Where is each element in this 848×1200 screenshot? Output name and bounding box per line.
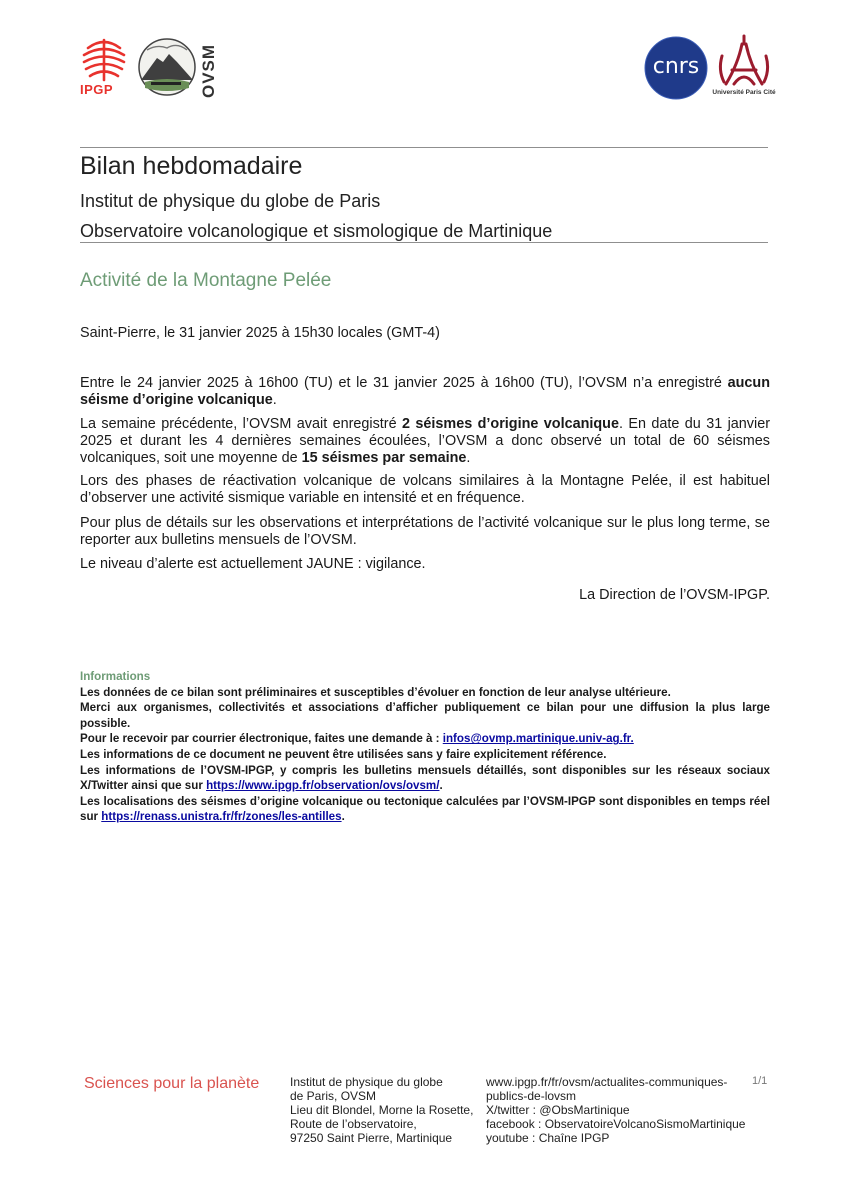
- volcano-emblem-icon: [137, 36, 197, 98]
- info-line-display: Merci aux organismes, collectivités et associations d’afficher publiquement ce bilan pour une diffusion la plus large possible.: [80, 701, 770, 730]
- website-link[interactable]: www.ipgp.fr/fr/ovsm/actualites-communiques-: [486, 1075, 728, 1089]
- upc-logo-text: Université Paris Cité: [712, 89, 776, 96]
- twitter-label: X/twitter :: [486, 1103, 540, 1117]
- cnrs-logo-text: cnrs: [652, 54, 700, 79]
- footer-address: [290, 1075, 473, 1145]
- info-social-text: Les informations de l’OVSM-IPGP, y compris les bulletins mensuels détaillés, sont disponibles sur les réseaux sociaux X/Twitter ainsi que sur: [80, 763, 770, 793]
- page-number: 1/1: [752, 1075, 768, 1087]
- info-email-text: Pour le recevoir par courrier électronique, faites une demande à :: [80, 732, 443, 746]
- section-title: Activité de la Montagne Pelée: [80, 270, 332, 291]
- informations-block: [80, 669, 770, 825]
- ipgp-logo-text: IPGP: [80, 82, 114, 97]
- info-line-email: [80, 731, 770, 747]
- document-title: Bilan hebdomadaire: [80, 152, 303, 180]
- p2-emphasis-d: 15 séismes par semaine: [301, 450, 467, 466]
- title-divider: [80, 242, 768, 243]
- paragraph-weekly-count: [80, 375, 770, 409]
- p2-text-a: La semaine précédente, l’OVSM avait enregistré: [80, 416, 402, 432]
- p2-text-c: . En date du 31 janvier 2025 et durant les 4 dernières semaines écoulées, l’OVSM a donc observé un total de 60 séismes volcaniques, soit une moyenne de: [80, 416, 770, 466]
- eiffel-tower-icon: [716, 34, 772, 88]
- informations-title: Informations: [80, 670, 151, 683]
- address-line: Institut de physique du globe: [290, 1075, 443, 1089]
- ipgp-logo: [78, 34, 130, 100]
- address-line: Lieu dit Blondel, Morne la Rosette,: [290, 1103, 474, 1117]
- ovsm-logo-text: OVSM: [199, 43, 218, 98]
- ovsm-logo-text-wrap: [197, 38, 217, 98]
- email-link[interactable]: infos@ovmp.martinique.univ-ag.fr.: [442, 732, 634, 746]
- date-line: Saint-Pierre, le 31 janvier 2025 à 15h30 locales (GMT-4): [80, 325, 440, 341]
- p1-text: Entre le 24 janvier 2025 à 16h00 (TU) et le 31 janvier 2025 à 16h00 (TU), l’OVSM n’a enregistré: [80, 375, 728, 391]
- info-line-localisations: [80, 794, 770, 825]
- youtube-label: youtube :: [486, 1131, 539, 1145]
- info-line-preliminary: Les données de ce bilan sont préliminaires et susceptibles d’évoluer en fonction de leur analyse ultérieure.: [80, 685, 671, 699]
- institution-name: Institut de physique du globe de Paris: [80, 191, 381, 211]
- address-line: de Paris, OVSM: [290, 1089, 377, 1103]
- youtube-link[interactable]: Chaîne IPGP: [538, 1131, 610, 1145]
- cnrs-logo: [644, 36, 708, 100]
- ovsm-logo: [137, 36, 217, 98]
- p2-end: .: [466, 450, 471, 466]
- footer-links: [486, 1075, 748, 1145]
- top-divider: [80, 147, 768, 148]
- paragraph-details: Pour plus de détails sur les observations et interprétations de l’activité volcanique sur le plus long terme, se reporter aux bulletins mensuels de l’OVSM.: [80, 515, 770, 548]
- youtube-line: [486, 1131, 748, 1145]
- paragraph-previous-week: [80, 416, 770, 467]
- info-line-reference: Les informations de ce document ne peuvent être utilisées sans y faire explicitement référence.: [80, 747, 607, 761]
- info-line-social: [80, 763, 770, 794]
- ipgp-ovsm-link[interactable]: https://www.ipgp.fr/observation/ovs/ovsm/: [206, 779, 440, 793]
- info-loc-end: .: [341, 810, 345, 824]
- facebook-line: facebook : ObservatoireVolcanoSismoMartinique: [486, 1117, 746, 1131]
- info-social-end: .: [439, 779, 443, 793]
- universite-paris-cite-logo: [712, 34, 776, 102]
- paragraph-reactivation: Lors des phases de réactivation volcanique de volcans similaires à la Montagne Pelée, il est habituel d’observer une activité sismique variable en intensité et en fréquence.: [80, 473, 770, 506]
- address-line: Route de l’observatoire,: [290, 1117, 417, 1131]
- address-line: 97250 Saint Pierre, Martinique: [290, 1131, 453, 1145]
- info-loc-text: Les localisations des séismes d’origine volcanique ou tectonique calculées par l’OVSM-IPGP sont disponibles en temps réel sur: [80, 794, 770, 824]
- renass-link[interactable]: https://renass.unistra.fr/fr/zones/les-antilles: [101, 810, 342, 824]
- footer-tagline: Sciences pour la planète: [84, 1075, 260, 1092]
- twitter-link[interactable]: @ObsMartinique: [539, 1103, 630, 1117]
- signature: La Direction de l’OVSM-IPGP.: [579, 587, 770, 603]
- p1-end: .: [272, 392, 277, 408]
- observatory-name: Observatoire volcanologique et sismologique de Martinique: [80, 221, 553, 241]
- p2-emphasis-a: 2 séismes d’origine volcanique: [402, 416, 619, 432]
- website-link-cont[interactable]: publics-de-lovsm: [486, 1089, 577, 1103]
- twitter-line: [486, 1103, 748, 1117]
- p1-emphasis: aucun séisme d’origine volcanique: [80, 375, 770, 408]
- paragraph-alert-level: Le niveau d’alerte est actuellement JAUNE : vigilance.: [80, 556, 426, 572]
